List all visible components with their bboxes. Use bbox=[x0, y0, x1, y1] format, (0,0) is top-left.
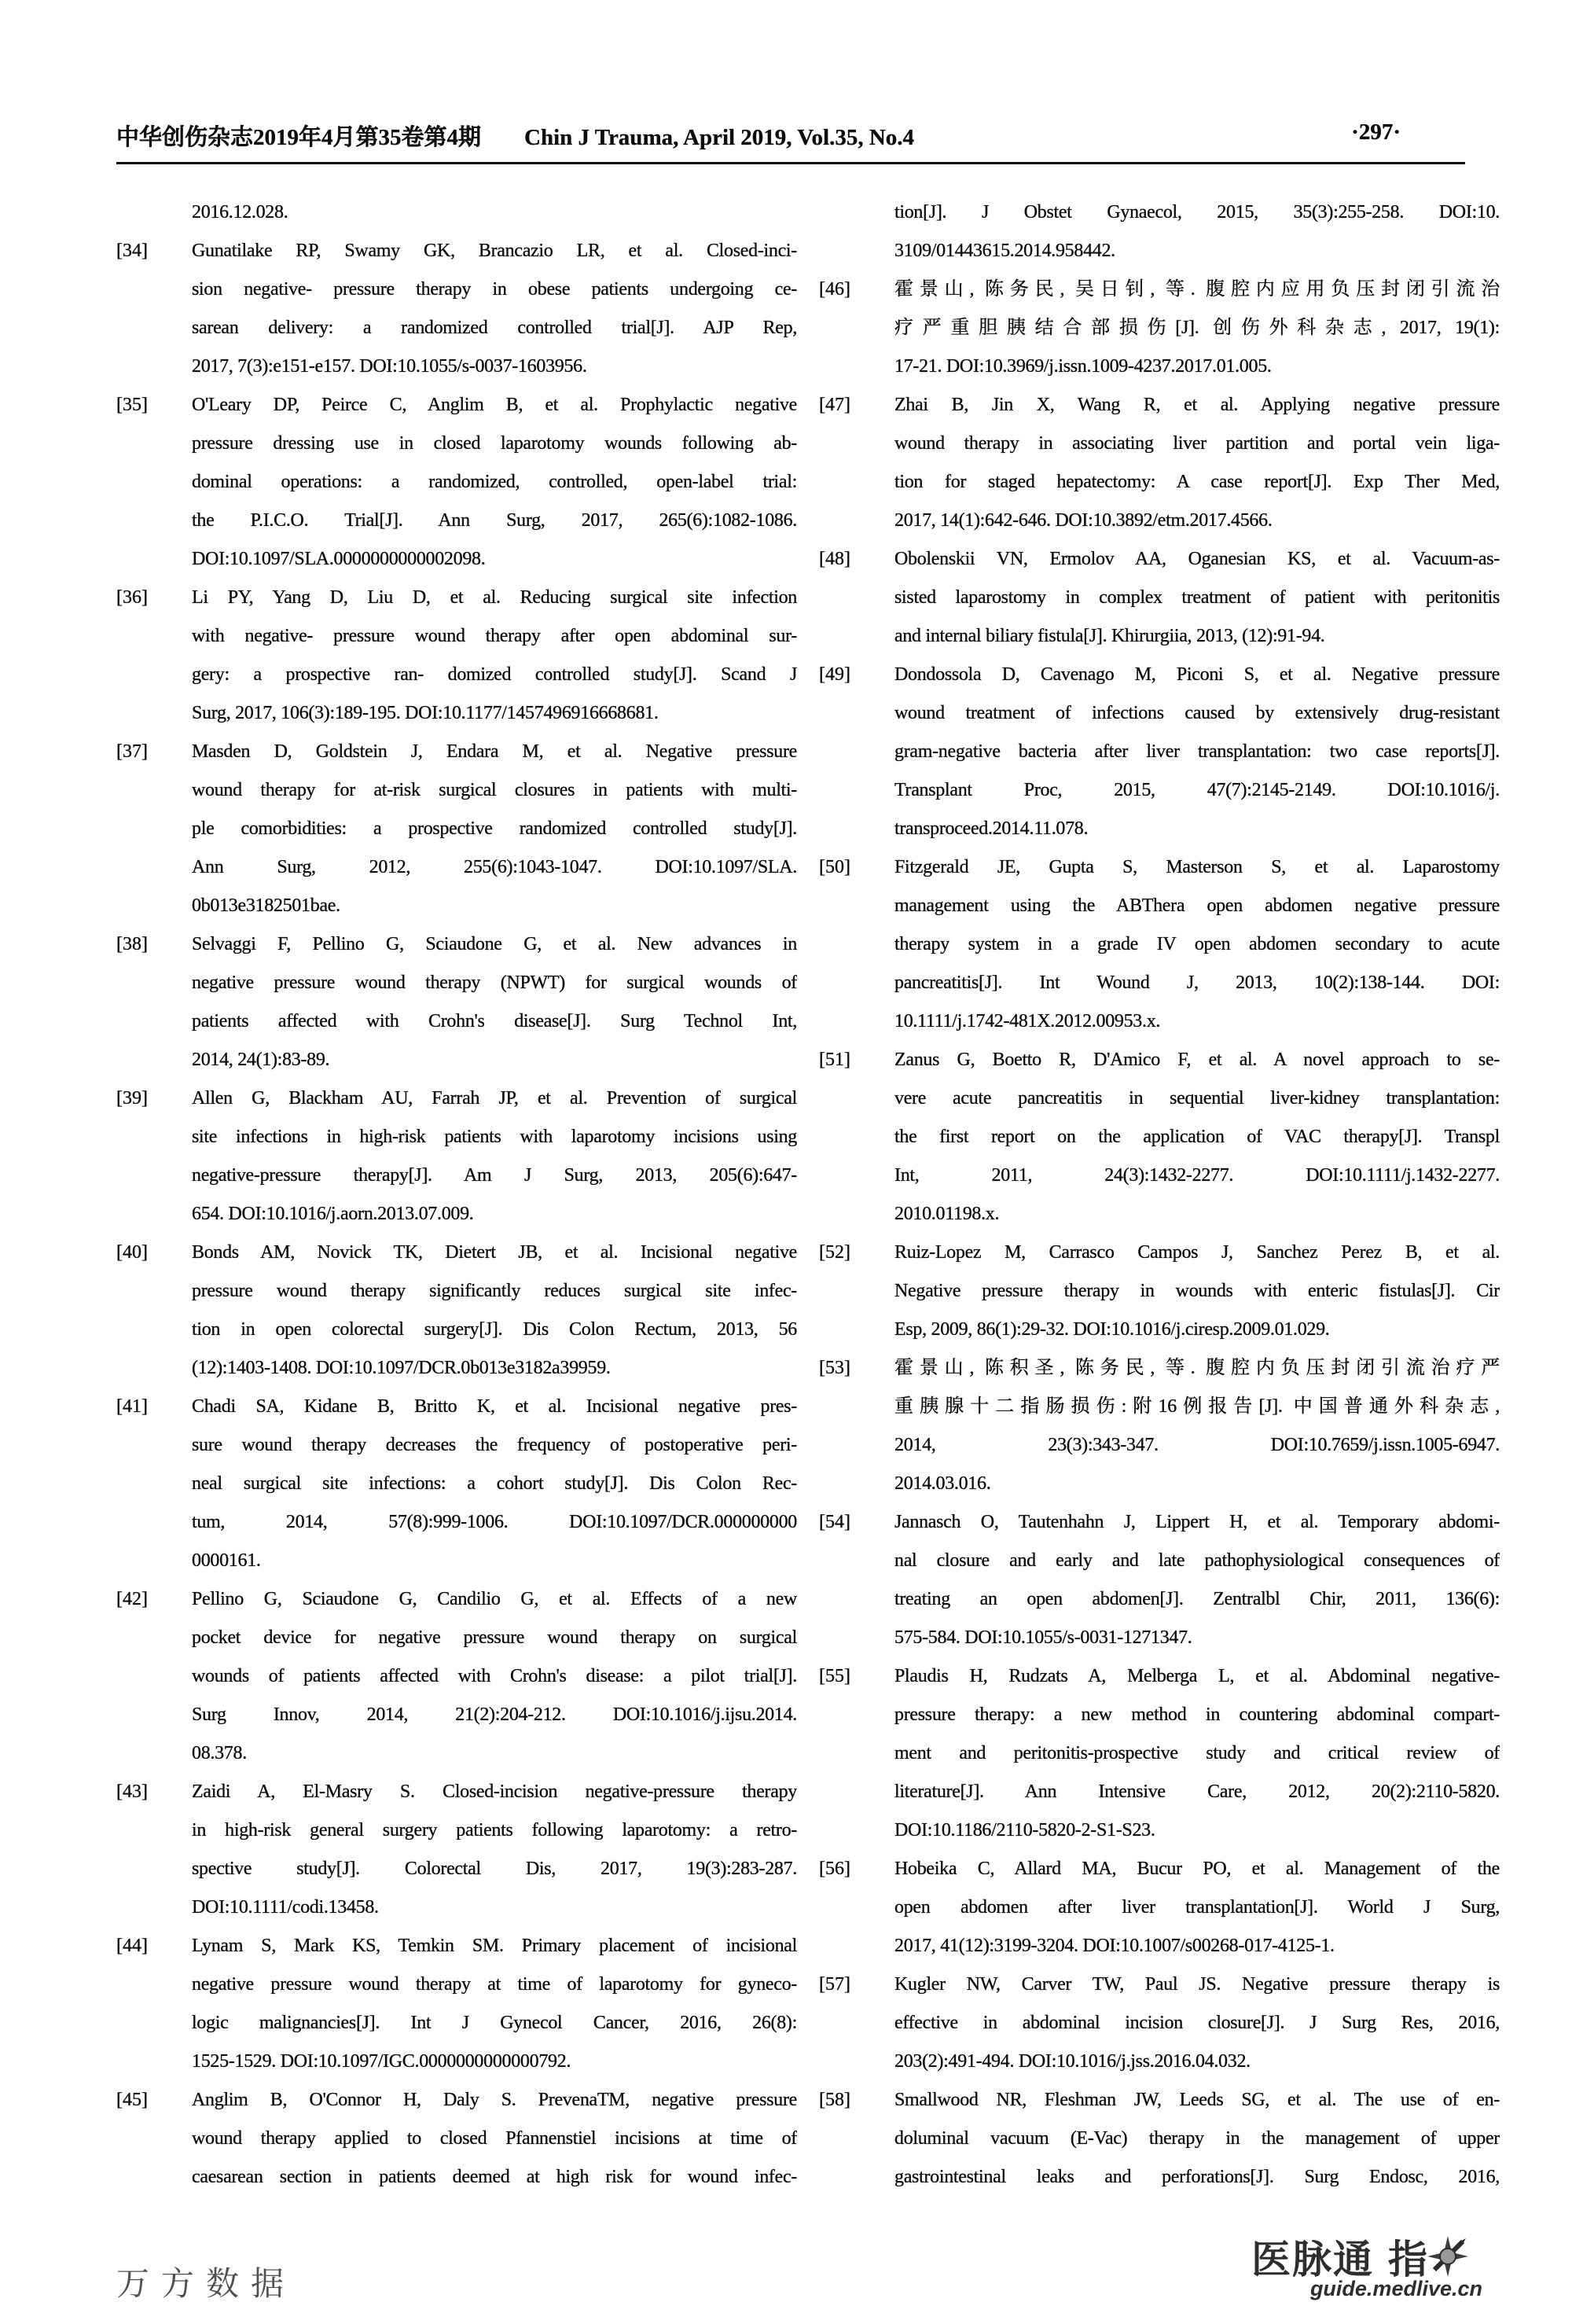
reference-item bbox=[116, 1079, 797, 1234]
reference-line: Fitzgerald JE, Gupta S, Masterson S, et al. Laparostomy bbox=[894, 857, 1500, 877]
reference-line: Lynam S, Mark KS, Temkin SM. Primary placement of incisional bbox=[192, 1936, 797, 1956]
reference-line: 2017, 14(1):642-646. DOI:10.3892/etm.2017.4566. bbox=[894, 510, 1273, 531]
reference-number: [48] bbox=[819, 549, 850, 569]
reference-line: wound treatment of infections caused by extensively drug-resistant bbox=[894, 703, 1500, 723]
reference-line: Int, 2011, 24(3):1432-2277. DOI:10.1111/j.1432-2277. bbox=[894, 1165, 1500, 1186]
reference-number: [51] bbox=[819, 1050, 850, 1070]
medlive-logo bbox=[1251, 2228, 1487, 2301]
reference-line: Hobeika C, Allard MA, Bucur PO, et al. Management of the bbox=[894, 1859, 1500, 1879]
reference-number: [40] bbox=[116, 1242, 148, 1263]
reference-line: Zanus G, Boetto R, D'Amico F, et al. A novel approach to se- bbox=[894, 1050, 1500, 1070]
reference-line: with negative- pressure wound therapy after open abdominal sur- bbox=[192, 626, 797, 646]
reference-line: site infections in high-risk patients with laparotomy incisions using bbox=[192, 1127, 797, 1147]
reference-line: Obolenskii VN, Ermolov AA, Oganesian KS, et al. Vacuum-as- bbox=[894, 549, 1500, 569]
reference-number: [53] bbox=[819, 1358, 850, 1378]
reference-number: [58] bbox=[819, 2090, 850, 2110]
reference-item bbox=[116, 1580, 797, 1773]
reference-number: [39] bbox=[116, 1088, 148, 1109]
reference-item bbox=[116, 925, 797, 1079]
reference-line: Negative pressure therapy in wounds with enteric fistulas[J]. Cir bbox=[894, 1281, 1500, 1301]
reference-line: DOI:10.1097/SLA.0000000000002098. bbox=[192, 549, 486, 569]
reference-line: effective in abdominal incision closure[J]. J Surg Res, 2016, bbox=[894, 2013, 1500, 2033]
reference-line: therapy system in a grade IV open abdomen secondary to acute bbox=[894, 934, 1500, 954]
reference-number: [50] bbox=[819, 857, 850, 877]
compass-icon bbox=[1423, 2231, 1473, 2282]
reference-line: Gunatilake RP, Swamy GK, Brancazio LR, et al. Closed-inci- bbox=[192, 241, 797, 261]
reference-line: gery: a prospective ran- domized controlled study[J]. Scand J bbox=[192, 664, 797, 685]
reference-line: logic malignancies[J]. Int J Gynecol Cancer, 2016, 26(8): bbox=[192, 2013, 797, 2033]
reference-line: wound therapy applied to closed Pfannenstiel incisions at time of bbox=[192, 2128, 797, 2149]
journal-title-en: Chin J Trauma, April 2019, Vol.35, No.4 bbox=[524, 125, 915, 150]
reference-line: 霍景山, 陈积圣, 陈务民, 等. 腹腔内负压封闭引流治疗严 bbox=[894, 1358, 1500, 1378]
reference-line: nal closure and early and late pathophysiological consequences of bbox=[894, 1550, 1500, 1571]
reference-line: Zaidi A, El-Masry S. Closed-incision negative-pressure therapy bbox=[192, 1782, 797, 1802]
reference-line: transproceed.2014.11.078. bbox=[894, 818, 1089, 839]
reference-line: vere acute pancreatitis in sequential liver-kidney transplantation: bbox=[894, 1088, 1500, 1109]
reference-line: dominal operations: a randomized, controlled, open-label trial: bbox=[192, 472, 797, 492]
reference-item bbox=[819, 656, 1500, 848]
reference-line: 10.1111/j.1742-481X.2012.00953.x. bbox=[894, 1011, 1161, 1031]
reference-line: negative pressure wound therapy at time of laparotomy for gyneco- bbox=[192, 1974, 797, 1995]
reference-line: Masden D, Goldstein J, Endara M, et al. Negative pressure bbox=[192, 741, 797, 762]
reference-line: 3109/01443615.2014.958442. bbox=[894, 241, 1115, 261]
reference-item bbox=[116, 1234, 797, 1388]
reference-line: Jannasch O, Tautenhahn J, Lippert H, et al. Temporary abdomi- bbox=[894, 1512, 1500, 1532]
reference-number: [55] bbox=[819, 1666, 850, 1686]
reference-column-right bbox=[819, 193, 1500, 2197]
reference-number: [43] bbox=[116, 1782, 148, 1802]
reference-line: sisted laparostomy in complex treatment of patient with peritonitis bbox=[894, 587, 1500, 608]
reference-line: 2017, 7(3):e151-e157. DOI:10.1055/s-0037-1603956. bbox=[192, 356, 587, 377]
reference-item bbox=[819, 1965, 1500, 2081]
page-header bbox=[116, 120, 1465, 152]
reference-line: neal surgical site infections: a cohort study[J]. Dis Colon Rec- bbox=[192, 1473, 797, 1494]
reference-number: [34] bbox=[116, 241, 148, 261]
medlive-url: guide.medlive.cn bbox=[1309, 2277, 1482, 2300]
reference-line: Zhai B, Jin X, Wang R, et al. Applying negative pressure bbox=[894, 395, 1500, 415]
reference-line: tion for staged hepatectomy: A case report[J]. Exp Ther Med, bbox=[894, 472, 1500, 492]
reference-item bbox=[819, 193, 1500, 270]
reference-item bbox=[819, 1503, 1500, 1657]
reference-line: 0000161. bbox=[192, 1550, 261, 1571]
reference-item bbox=[819, 1850, 1500, 1965]
reference-line: management using the ABThera open abdomen negative pressure bbox=[894, 895, 1500, 916]
reference-line: Bonds AM, Novick TK, Dietert JB, et al. Incisional negative bbox=[192, 1242, 797, 1263]
reference-item bbox=[819, 1349, 1500, 1503]
reference-number: [47] bbox=[819, 395, 850, 415]
reference-number: [46] bbox=[819, 279, 850, 300]
reference-item bbox=[116, 386, 797, 579]
reference-line: 重胰腺十二指肠损伤:附16例报告[J]. 中国普通外科杂志, bbox=[894, 1396, 1500, 1417]
reference-line: the P.I.C.O. Trial[J]. Ann Surg, 2017, 265(6):1082-1086. bbox=[192, 510, 797, 531]
reference-line: (12):1403-1408. DOI:10.1097/DCR.0b013e3182a39959. bbox=[192, 1358, 611, 1378]
reference-line: Chadi SA, Kidane B, Britto K, et al. Incisional negative pres- bbox=[192, 1396, 797, 1417]
reference-line: 霍景山, 陈务民, 吴日钊, 等. 腹腔内应用负压封闭引流治 bbox=[894, 279, 1500, 300]
reference-line: Esp, 2009, 86(1):29-32. DOI:10.1016/j.ciresp.2009.01.029. bbox=[894, 1319, 1330, 1340]
reference-item bbox=[116, 733, 797, 925]
reference-line: 654. DOI:10.1016/j.aorn.2013.07.009. bbox=[192, 1204, 474, 1224]
reference-item bbox=[116, 1388, 797, 1580]
reference-line: 17-21. DOI:10.3969/j.issn.1009-4237.2017.01.005. bbox=[894, 356, 1272, 377]
reference-line: 2014.03.016. bbox=[894, 1473, 991, 1494]
reference-line: literature[J]. Ann Intensive Care, 2012, 20(2):2110-5820. bbox=[894, 1782, 1500, 1802]
reference-item bbox=[116, 232, 797, 386]
reference-line: doluminal vacuum (E-Vac) therapy in the management of upper bbox=[894, 2128, 1500, 2149]
reference-line: 2017, 41(12):3199-3204. DOI:10.1007/s00268-017-4125-1. bbox=[894, 1936, 1335, 1956]
reference-number: [38] bbox=[116, 934, 148, 954]
reference-number: [35] bbox=[116, 395, 148, 415]
reference-item bbox=[116, 579, 797, 733]
reference-line: 0b013e3182501bae. bbox=[192, 895, 340, 916]
reference-line: Ann Surg, 2012, 255(6):1043-1047. DOI:10.1097/SLA. bbox=[192, 857, 797, 877]
reference-number: [36] bbox=[116, 587, 148, 608]
reference-line: ment and peritonitis-prospective study and critical review of bbox=[894, 1743, 1500, 1763]
reference-item bbox=[819, 1041, 1500, 1234]
reference-line: Kugler NW, Carver TW, Paul JS. Negative pressure therapy is bbox=[894, 1974, 1500, 1995]
reference-line: open abdomen after liver transplantation[J]. World J Surg, bbox=[894, 1897, 1500, 1918]
wanfang-watermark: 万方数据 bbox=[116, 2267, 296, 2303]
reference-item bbox=[819, 848, 1500, 1041]
reference-line: Transplant Proc, 2015, 47(7):2145-2149. DOI:10.1016/j. bbox=[894, 780, 1500, 800]
reference-item bbox=[819, 1234, 1500, 1349]
reference-line: negative pressure wound therapy (NPWT) for surgical wounds of bbox=[192, 973, 797, 993]
reference-item bbox=[819, 540, 1500, 656]
reference-item bbox=[819, 270, 1500, 386]
reference-item bbox=[116, 2081, 797, 2197]
reference-number: [56] bbox=[819, 1859, 850, 1879]
reference-column-left bbox=[116, 193, 797, 2197]
reference-item bbox=[116, 1927, 797, 2081]
reference-item bbox=[819, 386, 1500, 540]
reference-line: caesarean section in patients deemed at high risk for wound infec- bbox=[192, 2167, 797, 2187]
reference-line: tum, 2014, 57(8):999-1006. DOI:10.1097/DCR.000000000 bbox=[192, 1512, 797, 1532]
reference-line: Allen G, Blackham AU, Farrah JP, et al. Prevention of surgical bbox=[192, 1088, 797, 1109]
reference-line: ple comorbidities: a prospective randomized controlled study[J]. bbox=[192, 818, 797, 839]
reference-line: Selvaggi F, Pellino G, Sciaudone G, et al. New advances in bbox=[192, 934, 797, 954]
reference-line: in high-risk general surgery patients following laparotomy: a retro- bbox=[192, 1820, 797, 1840]
reference-line: 2014, 24(1):83-89. bbox=[192, 1050, 330, 1070]
reference-line: pancreatitis[J]. Int Wound J, 2013, 10(2):138-144. DOI: bbox=[894, 973, 1500, 993]
reference-line: Pellino G, Sciaudone G, Candilio G, et al. Effects of a new bbox=[192, 1589, 797, 1609]
reference-line: tion[J]. J Obstet Gynaecol, 2015, 35(3):255-258. DOI:10. bbox=[894, 202, 1500, 222]
reference-line: DOI:10.1111/codi.13458. bbox=[192, 1897, 379, 1918]
reference-line: Surg Innov, 2014, 21(2):204-212. DOI:10.1016/j.ijsu.2014. bbox=[192, 1704, 797, 1725]
reference-line: wound therapy for at-risk surgical closures in patients with multi- bbox=[192, 780, 797, 800]
reference-line: Surg, 2017, 106(3):189-195. DOI:10.1177/1457496916668681. bbox=[192, 703, 659, 723]
reference-line: 203(2):491-494. DOI:10.1016/j.jss.2016.04.032. bbox=[894, 2051, 1251, 2072]
reference-line: DOI:10.1186/2110-5820-2-S1-S23. bbox=[894, 1820, 1155, 1840]
reference-line: sion negative- pressure therapy in obese patients undergoing ce- bbox=[192, 279, 797, 300]
medlive-brand-text: 医脉通 bbox=[1251, 2238, 1374, 2282]
reference-line: treating an open abdomen[J]. Zentralbl Chir, 2011, 136(6): bbox=[894, 1589, 1500, 1609]
reference-line: gram-negative bacteria after liver transplantation: two case reports[J]. bbox=[894, 741, 1500, 762]
reference-line: tion in open colorectal surgery[J]. Dis Colon Rectum, 2013, 56 bbox=[192, 1319, 797, 1340]
reference-line: Smallwood NR, Fleshman JW, Leeds SG, et al. The use of en- bbox=[894, 2090, 1500, 2110]
reference-number: [49] bbox=[819, 664, 850, 685]
header-rule bbox=[116, 162, 1465, 164]
reference-number: [42] bbox=[116, 1589, 148, 1609]
journal-title-cn: 中华创伤杂志2019年4月第35卷第4期 bbox=[116, 125, 482, 150]
reference-line: Dondossola D, Cavenago M, Piconi S, et al. Negative pressure bbox=[894, 664, 1500, 685]
reference-item bbox=[819, 2081, 1500, 2197]
reference-line: sure wound therapy decreases the frequency of postoperative peri- bbox=[192, 1435, 797, 1455]
reference-line: Li PY, Yang D, Liu D, et al. Reducing surgical site infection bbox=[192, 587, 797, 608]
reference-line: spective study[J]. Colorectal Dis, 2017, 19(3):283-287. bbox=[192, 1859, 797, 1879]
reference-number: [52] bbox=[819, 1242, 850, 1263]
reference-number: [44] bbox=[116, 1936, 148, 1956]
reference-line: 08.378. bbox=[192, 1743, 247, 1763]
reference-line: patients affected with Crohn's disease[J]. Surg Technol Int, bbox=[192, 1011, 797, 1031]
reference-line: Ruiz-Lopez M, Carrasco Campos J, Sanchez Perez B, et al. bbox=[894, 1242, 1500, 1263]
reference-line: 2010.01198.x. bbox=[894, 1204, 1000, 1224]
reference-number: [54] bbox=[819, 1512, 850, 1532]
reference-line: the first report on the application of VAC therapy[J]. Transpl bbox=[894, 1127, 1500, 1147]
reference-line: gastrointestinal leaks and perforations[J]. Surg Endosc, 2016, bbox=[894, 2167, 1500, 2187]
reference-line: Anglim B, O'Connor H, Daly S. PrevenaTM, negative pressure bbox=[192, 2090, 797, 2110]
reference-number: [45] bbox=[116, 2090, 148, 2110]
reference-line: negative-pressure therapy[J]. Am J Surg, 2013, 205(6):647- bbox=[192, 1165, 797, 1186]
reference-line: pocket device for negative pressure wound therapy on surgical bbox=[192, 1627, 797, 1648]
reference-line: O'Leary DP, Peirce C, Anglim B, et al. Prophylactic negative bbox=[192, 395, 797, 415]
reference-line: and internal biliary fistula[J]. Khirurgiia, 2013, (12):91-94. bbox=[894, 626, 1325, 646]
reference-number: [57] bbox=[819, 1974, 850, 1995]
reference-line: 疗严重胆胰结合部损伤[J]. 创伤外科杂志, 2017, 19(1): bbox=[894, 318, 1500, 338]
medlive-guide-text: 指 bbox=[1388, 2238, 1427, 2282]
reference-line: sarean delivery: a randomized controlled trial[J]. AJP Rep, bbox=[192, 318, 797, 338]
reference-number: [41] bbox=[116, 1396, 148, 1417]
reference-item bbox=[116, 1773, 797, 1927]
reference-item bbox=[116, 193, 797, 232]
reference-line: pressure wound therapy significantly reduces surgical site infec- bbox=[192, 1281, 797, 1301]
reference-line: pressure dressing use in closed laparotomy wounds following ab- bbox=[192, 433, 797, 454]
reference-line: 1525-1529. DOI:10.1097/IGC.0000000000000792. bbox=[192, 2051, 571, 2072]
reference-line: 575-584. DOI:10.1055/s-0031-1271347. bbox=[894, 1627, 1192, 1648]
reference-item bbox=[819, 1657, 1500, 1850]
page-number: ·297· bbox=[1351, 120, 1401, 145]
reference-line: wound therapy in associating liver partition and portal vein liga- bbox=[894, 433, 1500, 454]
reference-line: wounds of patients affected with Crohn's disease: a pilot trial[J]. bbox=[192, 1666, 797, 1686]
reference-line: pressure therapy: a new method in countering abdominal compart- bbox=[894, 1704, 1500, 1725]
reference-line: Plaudis H, Rudzats A, Melberga L, et al. Abdominal negative- bbox=[894, 1666, 1500, 1686]
reference-line: 2016.12.028. bbox=[192, 202, 288, 222]
reference-line: 2014, 23(3):343-347. DOI:10.7659/j.issn.1005-6947. bbox=[894, 1435, 1500, 1455]
reference-number: [37] bbox=[116, 741, 148, 762]
